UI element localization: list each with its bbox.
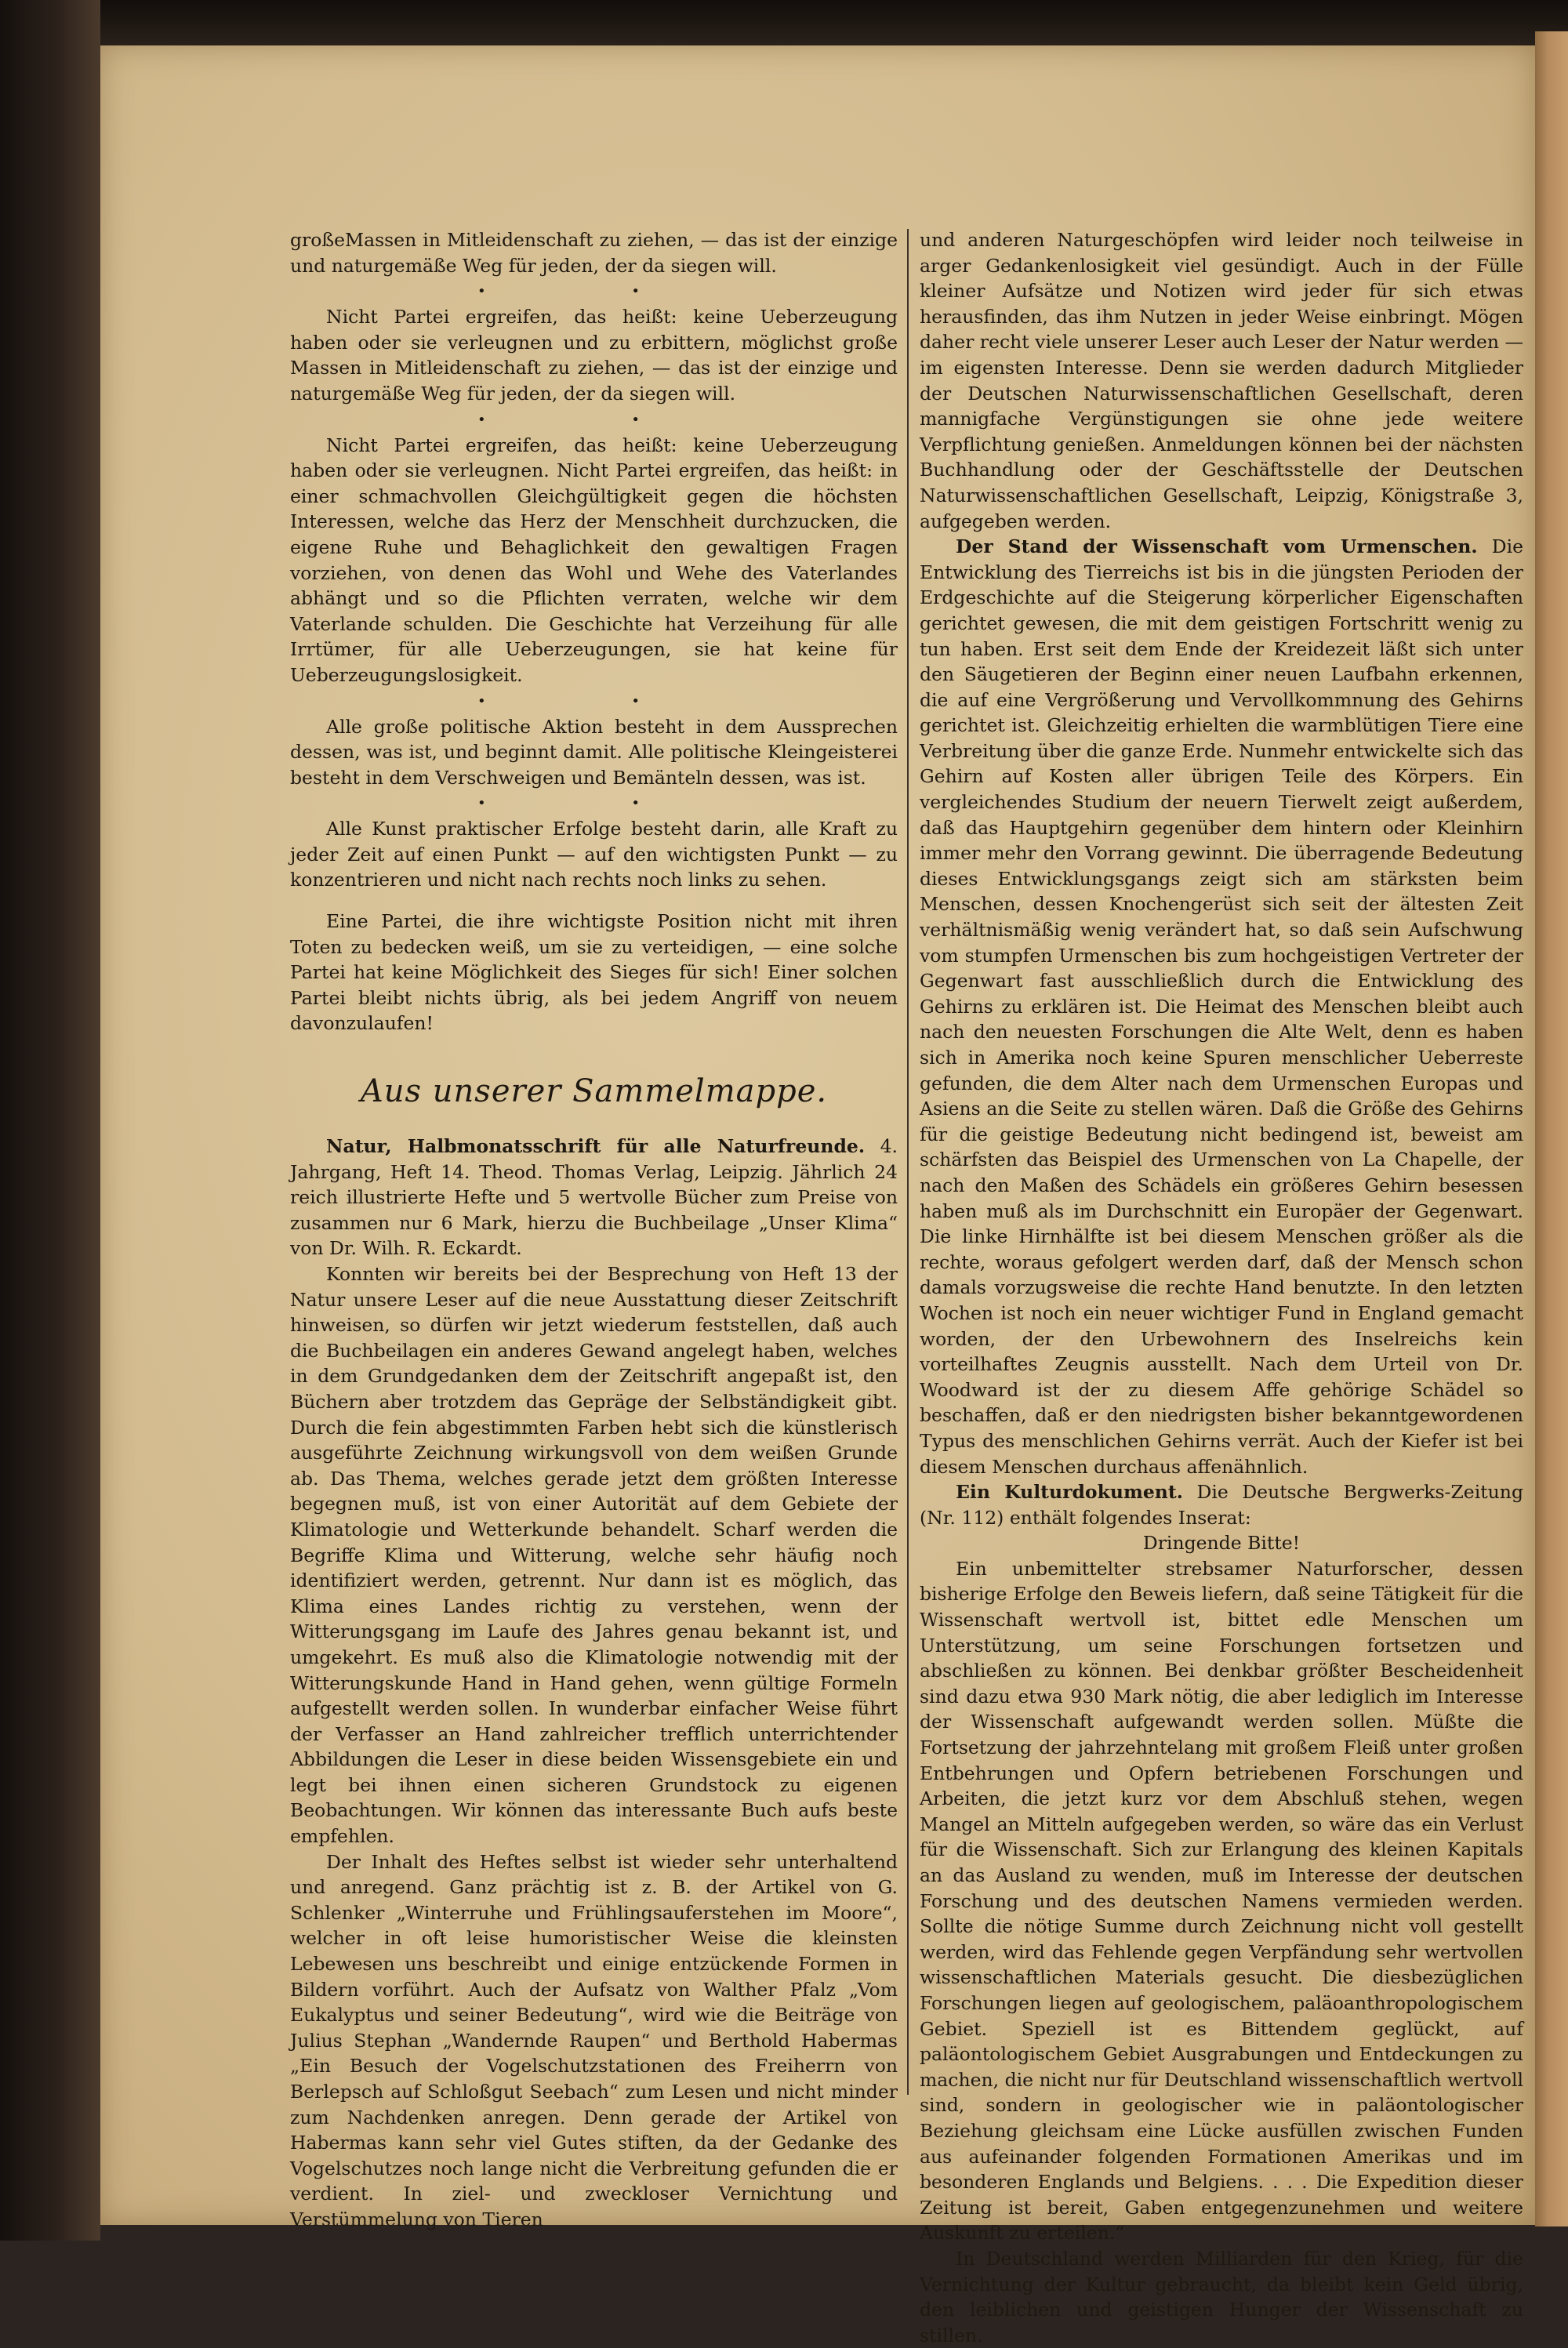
kultur-title: Ein Kulturdokument. <box>956 1481 1183 1504</box>
left-column <box>290 227 898 2233</box>
separator-dots: • • <box>477 411 710 428</box>
binding-shadow-top <box>0 0 1568 49</box>
aphorism: Alle Kunst praktischer Erfolge besteht darin, alle Kraft zu jeder Zeit auf einen Punkt — auf den wichtigsten Punkt — zu konzentrieren und nicht nach rechts noch links zu sehen. <box>290 818 898 891</box>
kultur-text: Die Deutsche Bergwerks-Zeitung (Nr. 112) enthält folgendes Inserat: <box>920 1481 1523 1529</box>
urmensch-article <box>920 534 1523 1479</box>
adjacent-page-edge <box>1535 31 1568 2226</box>
urmensch-text: Die Entwicklung des Tierreichs ist bis in die jüngsten Perioden der Erdgeschichte auf die Steigerung körperlicher Eigenschaften gerichtet gewesen, die mit dem geistigen Fortschritt wenig zu tun haben. Erst seit dem Ende der Kreidezeit läßt sich unter den Säugetieren der Beginn einer neuen Laufbahn erkennen, die auf eine Vergrößerung und Vervollkommnung des Gehirns gerichtet ist. Gleichzeitig erhielten die warmblütigen Tiere eine Verbreitung über die ganze Erde. Nunmehr entwickelte sich das Gehirn auf Kosten aller übrigen Teile des Körpers. Ein vergleichendes Studium der neuern Tierwelt zeigt außerdem, daß das Hauptgehirn gegenüber dem hintern oder Kleinhirn immer mehr den Vorrang gewinnt. Die überragende Bedeutung dieses Entwicklungsgangs zeigt sich am stärksten beim Menschen, dessen Knochengerüst sich seit der ältesten Zeit verhältnismäßig wenig verändert hat, so daß sein Aufschwung vom stumpfen Urmenschen bis zum hochgeistigen Vertreter der Gegenwart fast ausschließlich durch die Entwicklung des Gehirns zu erklären ist. Die Heimat des Menschen bleibt auch nach den neuesten Forschungen die Alte Welt, denn es haben sich in Amerika noch keine Spuren menschlicher Ueberreste gefunden, die dem Alter nach dem Urmenschen Europas und Asiens an die Seite zu stellen wären. Daß die Größe des Gehirns für die geistige Bedeutung nicht bedingend ist, beweist am schärfsten das Beispiel des Urmenschen von La Chapelle, der nach den Maßen des Schädels ein größeres Gehirn besessen haben muß als im Durchschnitt ein Europäer der Gegenwart. Die linke Hirnhälfte ist bei diesem Menschen größer als die rechte, woraus gefolgert werden darf, daß der Mensch schon damals vorzugsweise die rechte Hand benutzte. In den letzten Wochen ist noch ein neuer wichtiger Fund in England gemacht worden, der den Urbewohnern des Inselreichs kein vorteilhaftes Zeugnis ausstellt. Nach dem Urteil von Dr. Woodward ist der zu diesem Affe gehörige Schädel so beschaffen, daß er den niedrigsten bisher bekanntgewordenen Typus des menschlichen Gehirns verrät. Auch der Kiefer ist bei diesem Menschen durchaus affenähnlich. <box>920 535 1523 1478</box>
review-title-rest: 4. Jahrgang, Heft 14. Theod. Thomas Verlag, Leipzig. Jährlich 24 reich illustrierte Hefte und 5 wertvolle Bücher zum Preise von zusammen nur 6 Mark, hierzu die Buchbeilage „Unser Klima“ von Dr. Wilh. R. Eckardt. <box>290 1135 898 1260</box>
kultur-article <box>920 1479 1523 1530</box>
aphorism: Alle große politische Aktion besteht in dem Aussprechen dessen, was ist, und beginnt damit. Alle politische Kleingeisterei besteht in dem Verschweigen und Bemänteln dessen, was ist. <box>290 715 898 789</box>
continued-paragraph: und anderen Naturgeschöpfen wird leider noch teilweise in arger Gedankenlosigkeit viel gesündigt. Auch in der Fülle kleiner Aufsätze und Notizen wird jeder für sich etwas herausfinden, das ihm Nutzen in jeder Weise einbringt. Mögen daher recht viele unserer Leser auch Leser der Natur werden — im eigensten Interesse. Denn sie werden dadurch Mitglieder der Deutschen Naturwissenschaftlichen Gesellschaft, deren mannigfache Vergünstigungen sie ohne jede weitere Verpflichtung genießen. Anmeldungen können bei der nächsten Buchhandlung oder der Geschäftsstelle der Deutschen Naturwissenschaftlichen Gesellschaft, Leipzig, Königstraße 3, aufgegeben werden. <box>920 229 1523 532</box>
right-column <box>920 227 1523 2348</box>
review-paragraph: Der Inhalt des Heftes selbst ist wieder sehr unterhaltend und anregend. Ganz prächtig ist z. B. der Artikel von G. Schlenker „Winterruhe und Frühlingsauferstehen im Moore“, welcher in oft leise humoristischer Weise die kleinsten Lebewesen uns beschreibt und einige entzückende Formen in Bildern vorführt. Auch der Aufsatz von Walther Pfalz „Vom Eukalyptus und seiner Bedeutung“, wird wie die Beiträge von Julius Stephan „Wandernde Raupen“ und Berthold Habermas „Ein Besuch der Vogelschutzstationen des Freiherrn von Berlepsch auf Schloßgut Seebach“ zum Lesen und nicht minder zum Nachdenken anregen. Denn gerade der Artikel von Habermas kann sehr viel Gutes stiften, da der Gedanke des Vogelschutzes noch lange nicht die Verbreitung gefunden die er verdient. In ziel- und zweckloser Vernichtung und Verstümmelung von Tieren <box>290 1850 898 2230</box>
separator-dots: • • <box>477 795 710 812</box>
closing-paragraph: In Deutschland werden Milliarden für den Krieg, für die Vernichtung der Kultur gebraucht, da bleibt kein Geld übrig, den leiblichen und geistigen Hunger der Wissenschaft zu stillen. <box>920 2247 1523 2346</box>
review-header <box>290 1134 898 1261</box>
intro-text: großeMassen in Mitleidenschaft zu ziehen, — das ist der einzige und naturgemäße Weg für jeden, der da siegen will. <box>290 229 898 277</box>
plea-text: Ein unbemittelter strebsamer Naturforscher, dessen bisherige Erfolge den Beweis liefern, daß seine Tätigkeit für die Wissenschaft wertvoll ist, bittet edle Menschen um Unterstützung, um seine Forschungen fortsetzen und abschließen zu können. Bei denkbar größter Bescheidenheit sind dazu etwa 930 Mark nötig, die aber lediglich im Interesse der Wissenschaft aufgewandt werden sollen. Müßte die Fortsetzung der jahrzehntelang mit großem Fleiß unter großen Entbehrungen und Opfern betriebenen Forschungen und Arbeiten, die jetzt kurz vor dem Abschluß stehen, wegen Mangel an Mitteln aufgegeben werden, so wäre das ein Verlust für die Wissenschaft. Sich zur Erlangung des kleinen Kapitals an das Ausland zu wenden, muß im Interesse der deutschen Forschung und des deutschen Namens vermieden werden. Sollte die nötige Summe durch Zeichnung nicht voll gestellt werden, wird das Fehlende gegen Verpfändung sehr wertvollen wissenschaftlichen Materials gesucht. Die diesbezüglichen Forschungen liegen auf geologischem, paläoanthropologischem Gebiet. Speziell ist es Bittendem geglückt, auf paläontologischem Gebiet Ausgrabungen und Entdeckungen zu machen, die nicht nur für Deutschland wissenschaftlich wertvoll sind, sondern in geologischer wie in paläontologischer Beziehung gleichsam eine Lücke ausfüllen zwischen Funden aus aufeinander folgenden Formationen Amerikas und im besonderen Englands und Belgiens. . . . Die Expedition dieser Zeitung ist bereit, Gaben entgegenzunehmen und weitere Auskunft zu erteilen.“ <box>920 1557 1523 2245</box>
separator-dots: • • <box>477 283 710 300</box>
plea-heading: Dringende Bitte! <box>1142 1532 1301 1555</box>
aphorism: Eine Partei, die ihre wichtigste Position nicht mit ihren Toten zu bedecken weiß, um sie zu verteidigen, — eine solche Partei hat keine Möglichkeit des Sieges für sich! Einer solchen Partei bleibt nichts übrig, als bei jedem Angriff von neuem davonzulaufen! <box>290 910 898 1035</box>
separator-dots: • • <box>477 692 710 709</box>
aphorism: Nicht Partei ergreifen, das heißt: keine Ueberzeugung haben oder sie verleugnen und zu erbittern, möglichst große Massen in Mitleidenschaft zu ziehen, — das ist der einzige und naturgemäße Weg für jeden, der da siegen will. <box>290 306 898 405</box>
review-title: Natur, Halbmonatsschrift für alle Naturfreunde. <box>326 1135 866 1158</box>
aphorism: Nicht Partei ergreifen, das heißt: keine Ueberzeugung haben oder sie verleugnen. Nicht Partei ergreifen, das heißt: in einer schmachvollen Gleichgültigkeit gegen die höchsten Interessen, welche das Herz der Menschheit durchzucken, die eigene Ruhe und Behaglichkeit den gewaltigen Fragen vorziehen, von denen das Wohl und Wehe des Vaterlandes abhängt und so die Pflichten verraten, welche wir dem Vaterlande schulden. Die Geschichte hat Verzeihung für alle Irrtümer, für alle Ueberzeugungen, sie hat keine für Ueberzeugungslosigkeit. <box>290 434 898 686</box>
review-paragraph: Konnten wir bereits bei der Besprechung von Heft 13 der Natur unsere Leser auf die neue Ausstattung dieser Zeitschrift hinweisen, so dürfen wir jetzt wiederum feststellen, daß auch die Buchbeilagen ein anderes Gewand angelegt haben, welches in dem Grundgedanken dem der Zeitschrift angepaßt ist, den Büchern aber trotzdem das Gepräge der Selbständigkeit gibt. Durch die fein abgestimmten Farben hebt sich die künstlerisch ausgeführte Zeichnung wirkungsvoll von dem weißen Grunde ab. Das Thema, welches gerade jetzt dem größten Interesse begegnen muß, ist von einer Autorität auf dem Gebiete der Klimatologie und Wetterkunde behandelt. Scharf werden die Begriffe Klima und Witterung, welche sehr häufig noch identifiziert werden, getrennt. Nur dann ist es möglich, das Klima eines Landes richtig zu verstehen, wenn der Witterungsgang im Laufe des Jahres genau bekannt ist, und umgekehrt. Es muß also die Klimatologie notwendig mit der Witterungskunde Hand in Hand gehen, wenn gültige Formeln aufgestellt werden sollen. In wunderbar einfacher Weise führt der Verfasser an Hand zahlreicher trefflich unterrichtender Abbildungen die Leser in diese beiden Wissensgebiete ein und legt bei ihnen einen sicheren Grundstock zu eigenen Beobachtungen. Wir können das interessante Buch aufs beste empfehlen. <box>290 1263 898 1848</box>
column-rule <box>907 229 909 2095</box>
binding-shadow-left <box>0 0 100 2241</box>
urmensch-title: Der Stand der Wissenschaft vom Urmenschen. <box>956 535 1478 558</box>
section-heading: Aus unserer Sammelmappe. <box>360 1073 828 1110</box>
